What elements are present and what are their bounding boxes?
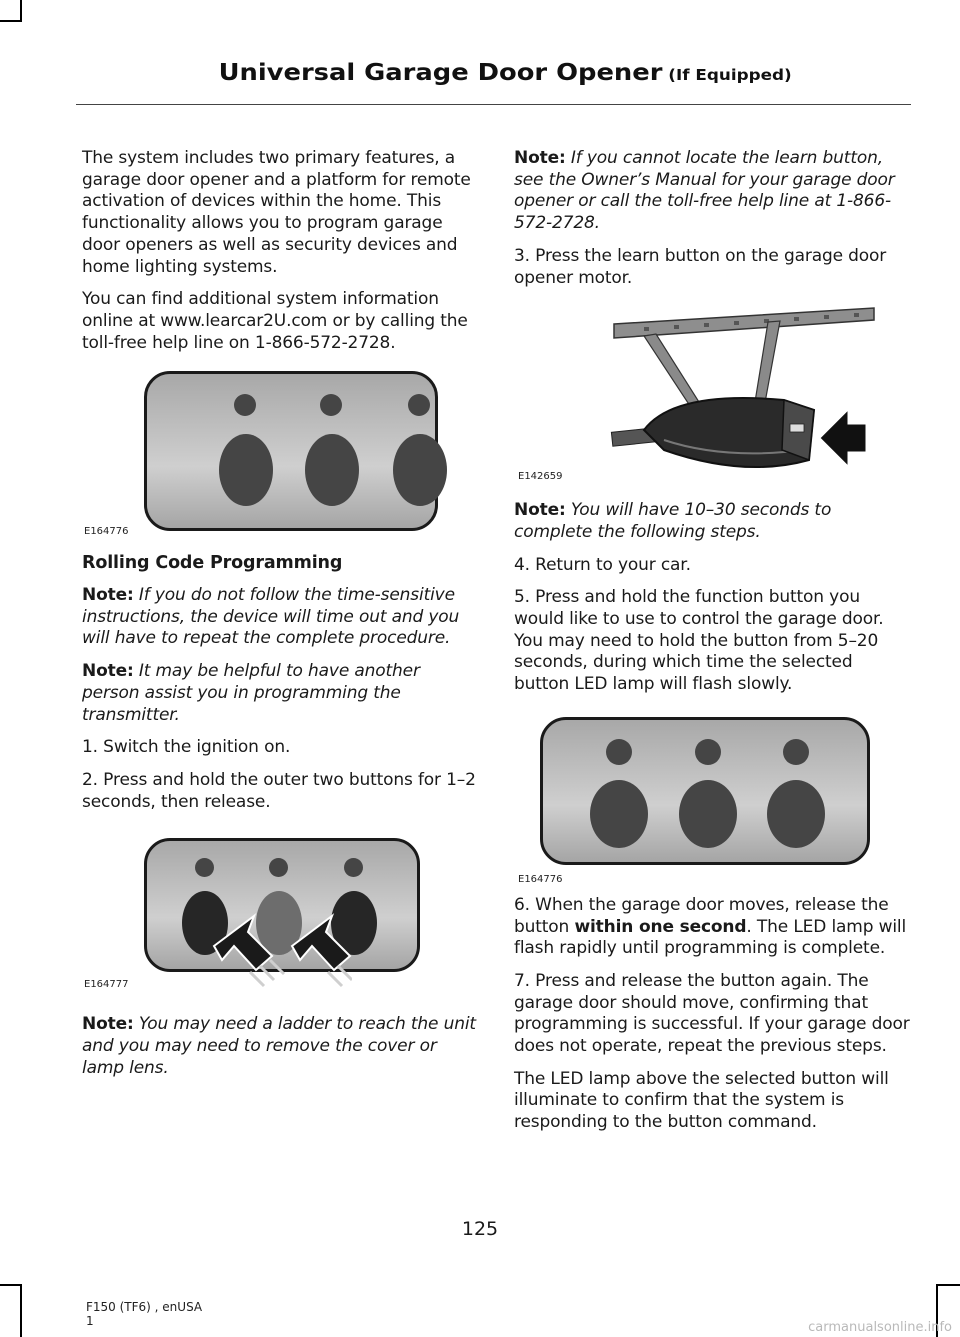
note-ladder bbox=[82, 1014, 480, 1079]
final-paragraph: The LED lamp above the selected button will illuminate to confirm that the system is responding to the button command. bbox=[514, 1068, 889, 1133]
crop-mark bbox=[0, 20, 22, 22]
figure-code: E164777 bbox=[84, 979, 129, 991]
title-main: Universal Garage Door Opener bbox=[218, 60, 663, 86]
footer-line-1: F150 (TF6) , enUSA bbox=[86, 1300, 203, 1314]
step-3: 3. Press the learn button on the garage door opener motor. bbox=[514, 245, 887, 288]
watermark: carmanualsonline.info bbox=[808, 1320, 952, 1335]
note-text: It may be helpful to have another person assist you in programming the transmitter. bbox=[82, 661, 420, 725]
remote-keypad bbox=[540, 717, 870, 865]
note-helper bbox=[82, 661, 480, 726]
step-6-text: 6. When the garage door moves, release the button bbox=[514, 894, 889, 937]
figure-remote-1 bbox=[82, 365, 480, 537]
page-title bbox=[219, 60, 792, 86]
step-6 bbox=[514, 895, 912, 960]
figure-remote-2 bbox=[82, 824, 480, 1004]
header-rule bbox=[76, 104, 911, 105]
figure-code: E164776 bbox=[84, 526, 129, 538]
step-7: 7. Press and release the button again. The garage door should move, confirming that programming is successful. If your garage door does not operate, repeat the previous steps. bbox=[514, 970, 910, 1057]
step-6-text-end: . The LED lamp will flash rapidly until programming is complete. bbox=[514, 916, 907, 959]
led-1 bbox=[606, 739, 632, 765]
note-text: If you cannot locate the learn button, see the Owner’s Manual for your garage door opener or call the toll-free help line at 1-866-572-2728. bbox=[514, 148, 895, 234]
info-paragraph: You can find additional system information online at www.learcar2U.com or by calling the toll-free help line on 1-866-572-2728. bbox=[82, 289, 468, 353]
note-learn-button bbox=[514, 148, 912, 235]
section-heading: Rolling Code Programming bbox=[82, 553, 343, 574]
note-label: Note: bbox=[82, 661, 134, 682]
led-3 bbox=[408, 394, 430, 416]
figure-code: E142659 bbox=[518, 471, 563, 483]
button-3 bbox=[393, 434, 447, 506]
crop-mark bbox=[20, 1284, 22, 1337]
note-text: You will have 10–30 seconds to complete the following steps. bbox=[514, 500, 832, 542]
press-arrows-icon bbox=[212, 912, 352, 992]
crop-mark bbox=[938, 1284, 960, 1286]
figure-code: E164776 bbox=[518, 873, 563, 885]
step-6-emphasis: within one second bbox=[574, 916, 747, 937]
note-text: If you do not follow the time-sensitive instructions, the device will time out and you will have to repeat the complete procedure. bbox=[82, 585, 460, 649]
figure-opener-motor bbox=[514, 300, 912, 490]
note-label: Note: bbox=[514, 500, 566, 521]
button-1 bbox=[219, 434, 273, 506]
note-time-window bbox=[514, 500, 912, 543]
note-label: Note: bbox=[82, 585, 134, 606]
title-sub: (If Equipped) bbox=[662, 66, 792, 84]
led-2 bbox=[695, 739, 721, 765]
page-number: 125 bbox=[461, 1218, 499, 1240]
led-3 bbox=[344, 858, 363, 877]
right-column bbox=[514, 148, 912, 1145]
step-1: 1. Switch the ignition on. bbox=[82, 737, 291, 758]
button-1 bbox=[590, 780, 648, 848]
led-1 bbox=[195, 858, 214, 877]
crop-mark bbox=[0, 1284, 22, 1286]
left-column bbox=[82, 148, 480, 1090]
note-text: You may need a ladder to reach the unit and you may need to remove the cover or lamp lens. bbox=[82, 1014, 476, 1078]
button-2 bbox=[305, 434, 359, 506]
step-2: 2. Press and hold the outer two buttons for 1–2 seconds, then release. bbox=[82, 769, 476, 812]
footer-line-2: 1 bbox=[86, 1314, 94, 1328]
crop-mark bbox=[20, 0, 22, 22]
note-label: Note: bbox=[514, 148, 566, 168]
note-label: Note: bbox=[82, 1014, 134, 1035]
note-time-sensitive bbox=[82, 585, 480, 650]
button-2 bbox=[679, 780, 737, 848]
garage-opener-motor-illustration bbox=[604, 300, 904, 480]
remote-keypad bbox=[144, 371, 438, 531]
led-3 bbox=[783, 739, 809, 765]
button-3 bbox=[767, 780, 825, 848]
step-4: 4. Return to your car. bbox=[514, 554, 691, 575]
intro-paragraph: The system includes two primary features, a garage door opener and a platform for remote activation of devices within the home. This functionality allows you to program garage door openers as well as security devices and home lighting systems. bbox=[82, 148, 471, 277]
footer bbox=[86, 1300, 202, 1328]
led-2 bbox=[320, 394, 342, 416]
led-1 bbox=[234, 394, 256, 416]
led-2 bbox=[269, 858, 288, 877]
figure-remote-3 bbox=[514, 707, 912, 885]
step-5: 5. Press and hold the function button you would like to use to control the garage door. You may need to hold the button from 5–20 seconds, during which time the selected button LED lamp will flash slowly. bbox=[514, 587, 884, 695]
